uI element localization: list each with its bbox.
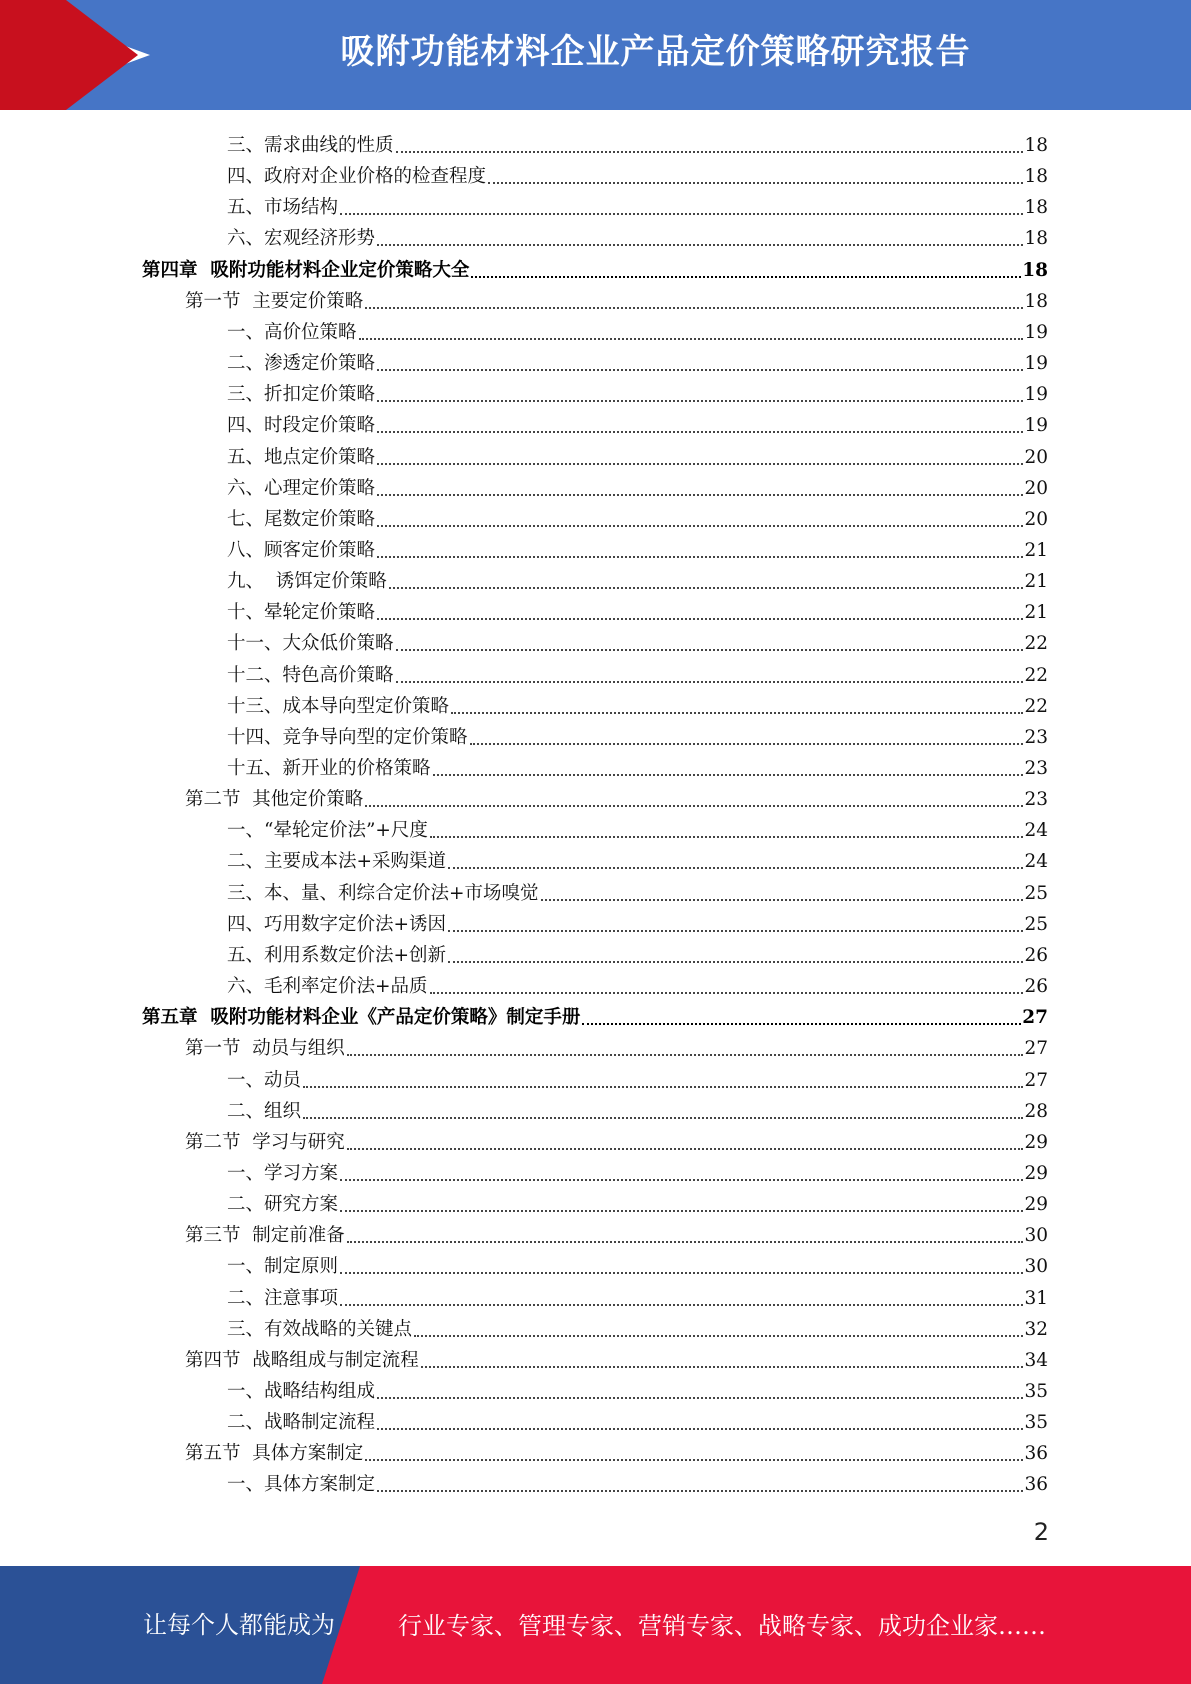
toc-entry-title: 第三节 制定前准备: [185, 1225, 345, 1247]
toc-item-entry[interactable]: [0, 502, 1048, 532]
toc-item-entry[interactable]: [0, 533, 1048, 563]
toc-dot-leader: [377, 368, 1023, 371]
toc-entry-title: 第五节 具体方案制定: [185, 1443, 364, 1465]
toc-entry-page: 35: [1024, 1381, 1048, 1402]
toc-entry-page: 30: [1024, 1256, 1048, 1278]
toc-item-entry[interactable]: [0, 1374, 1048, 1404]
page-number: 2: [1033, 1518, 1049, 1546]
toc-entry-page: 18: [1024, 290, 1048, 312]
toc-entry-page: 18: [1024, 166, 1048, 188]
header-red-arrow: [66, 0, 138, 110]
toc-item-entry[interactable]: [0, 315, 1048, 345]
toc-item-entry[interactable]: [0, 1063, 1048, 1093]
toc-entry-page: 28: [1024, 1100, 1048, 1122]
toc-dot-leader: [471, 275, 1021, 278]
toc-entry-title: 五、地点定价策略: [227, 446, 376, 468]
toc-entry-page: 35: [1024, 1412, 1048, 1434]
toc-item-entry[interactable]: [0, 1156, 1048, 1186]
toc-dot-leader: [377, 430, 1023, 433]
toc-entry-page: 21: [1024, 539, 1048, 561]
toc-entry-title: 第二节 学习与研究: [185, 1131, 345, 1153]
toc-entry-page: 19: [1024, 384, 1048, 406]
toc-item-entry[interactable]: [0, 1405, 1048, 1435]
toc-entry-title: 三、本、量、利综合定价法+市场嗅觉: [227, 882, 539, 904]
toc-entry-page: 26: [1024, 976, 1048, 998]
toc-dot-leader: [448, 960, 1023, 963]
toc-entry-title: 十、晕轮定价策略: [227, 602, 376, 624]
toc-entry-page: 29: [1024, 1162, 1048, 1184]
toc-entry-page: 29: [1024, 1194, 1048, 1216]
toc-item-entry[interactable]: [0, 751, 1048, 781]
toc-section-entry[interactable]: [0, 1436, 1048, 1466]
toc-entry-page: 27: [1024, 1038, 1048, 1060]
toc-entry-title: 二、组织: [227, 1100, 302, 1122]
toc-entry-page: 23: [1024, 758, 1048, 779]
toc-dot-leader: [470, 742, 1024, 745]
toc-entry-page: 24: [1024, 851, 1048, 873]
report-title: 吸附功能材料企业产品定价策略研究报告: [340, 32, 971, 72]
toc-item-entry[interactable]: [0, 440, 1048, 470]
toc-dot-leader: [377, 1489, 1023, 1492]
toc-dot-leader: [340, 212, 1023, 215]
toc-entry-page: 19: [1024, 415, 1048, 437]
toc-item-entry[interactable]: [0, 377, 1048, 407]
toc-entry-page: 32: [1024, 1318, 1048, 1340]
toc-entry-title: 六、心理定价策略: [227, 477, 376, 499]
toc-entry-title: 三、有效战略的关键点: [227, 1318, 413, 1340]
toc-entry-title: 第一节 主要定价策略: [185, 290, 364, 312]
toc-entry-title: 第四章 吸附功能材料企业定价策略大全: [142, 259, 470, 281]
toc-dot-leader: [448, 929, 1023, 932]
toc-dot-leader: [377, 555, 1023, 558]
toc-entry-page: 20: [1024, 446, 1048, 468]
toc-entry-page: 25: [1024, 882, 1048, 904]
toc-entry-page: 21: [1024, 571, 1048, 593]
toc-dot-leader: [377, 399, 1023, 402]
toc-entry-page: 26: [1024, 944, 1048, 966]
toc-entry-page: 22: [1024, 695, 1048, 717]
toc-entry-page: 23: [1024, 789, 1048, 811]
toc-item-entry[interactable]: [0, 221, 1048, 251]
toc-entry-title: 六、毛利率定价法+品质: [227, 976, 428, 998]
toc-item-entry[interactable]: [0, 1094, 1048, 1124]
toc-entry-title: 七、尾数定价策略: [227, 508, 376, 530]
toc-entry-page: 18: [1022, 259, 1048, 281]
toc-item-entry[interactable]: [0, 1312, 1048, 1342]
toc-entry-title: 一、学习方案: [227, 1162, 339, 1184]
toc-entry-page: 19: [1024, 353, 1048, 375]
toc-dot-leader: [377, 493, 1023, 496]
toc-item-entry[interactable]: [0, 346, 1048, 376]
toc-item-entry[interactable]: [0, 876, 1048, 906]
toc-dot-leader: [389, 586, 1024, 589]
toc-entry-page: 23: [1024, 726, 1048, 748]
toc-entry-title: 一、“晕轮定价法”+尺度: [227, 820, 428, 842]
toc-item-entry[interactable]: [0, 938, 1048, 968]
footer-slogan-left: 让每个人都能成为: [143, 1611, 335, 1639]
page-header: [0, 0, 1191, 110]
toc-item-entry[interactable]: [0, 969, 1048, 999]
toc-entry-title: 一、具体方案制定: [227, 1474, 376, 1496]
toc-entry-page: 27: [1024, 1069, 1048, 1091]
toc-entry-page: 36: [1024, 1443, 1048, 1465]
toc-entry-title: 一、高价位策略: [227, 321, 357, 343]
toc-dot-leader: [340, 1271, 1023, 1274]
toc-section-entry[interactable]: [0, 1031, 1048, 1061]
toc-entry-page: 19: [1024, 321, 1048, 343]
toc-entry-title: 第二节 其他定价策略: [185, 789, 364, 811]
toc-entry-page: 24: [1024, 820, 1048, 842]
toc-dot-leader: [365, 1458, 1023, 1461]
toc-dot-leader: [365, 804, 1023, 807]
toc-section-entry[interactable]: [0, 284, 1048, 314]
toc-entry-title: 五、市场结构: [227, 197, 339, 219]
toc-dot-leader: [340, 1209, 1023, 1212]
toc-item-entry[interactable]: [0, 408, 1048, 438]
toc-entry-page: 31: [1024, 1287, 1048, 1309]
toc-chapter-entry[interactable]: [0, 253, 1048, 283]
toc-section-entry[interactable]: [0, 782, 1048, 812]
toc-entry-title: 第一节 动员与组织: [185, 1038, 345, 1060]
toc-item-entry[interactable]: [0, 689, 1048, 719]
toc-entry-title: 十二、特色高价策略: [227, 664, 394, 686]
toc-dot-leader: [303, 1116, 1023, 1119]
toc-item-entry[interactable]: [0, 1249, 1048, 1279]
toc-entry-title: 第四节 战略组成与制定流程: [185, 1349, 419, 1371]
toc-dot-leader: [377, 462, 1023, 465]
toc-entry-page: 36: [1024, 1474, 1048, 1496]
toc-entry-title: 十四、竞争导向型的定价策略: [227, 726, 468, 748]
toc-section-entry[interactable]: [0, 1218, 1048, 1248]
toc-item-entry[interactable]: [0, 844, 1048, 874]
toc-entry-title: 二、渗透定价策略: [227, 353, 376, 375]
toc-entry-title: 二、研究方案: [227, 1194, 339, 1216]
toc-item-entry[interactable]: [0, 128, 1048, 158]
toc-dot-leader: [430, 991, 1024, 994]
toc-dot-leader: [377, 243, 1023, 246]
toc-dot-leader: [430, 835, 1024, 838]
toc-dot-leader: [541, 898, 1024, 901]
toc-entry-title: 十三、成本导向型定价策略: [227, 695, 450, 717]
toc-dot-leader: [451, 711, 1023, 714]
toc-entry-title: 八、顾客定价策略: [227, 539, 376, 561]
toc-dot-leader: [340, 1178, 1023, 1181]
toc-dot-leader: [340, 1303, 1023, 1306]
toc-entry-page: 21: [1024, 602, 1048, 624]
toc-entry-title: 二、主要成本法+采购渠道: [227, 851, 447, 873]
toc-entry-title: 一、动员: [227, 1069, 302, 1091]
toc-dot-leader: [396, 150, 1024, 153]
toc-entry-title: 三、折扣定价策略: [227, 384, 376, 406]
toc-dot-leader: [396, 648, 1024, 651]
toc-entry-page: 22: [1024, 664, 1048, 686]
toc-dot-leader: [396, 680, 1024, 683]
toc-item-entry[interactable]: [0, 626, 1048, 656]
toc-item-entry[interactable]: [0, 564, 1048, 594]
toc-entry-title: 四、政府对企业价格的检查程度: [227, 166, 487, 188]
toc-item-entry[interactable]: [0, 159, 1048, 189]
toc-entry-page: 27: [1022, 1007, 1048, 1029]
toc-dot-leader: [421, 1365, 1024, 1368]
toc-item-entry[interactable]: [0, 813, 1048, 843]
toc-entry-page: 18: [1024, 228, 1048, 250]
toc-dot-leader: [347, 1240, 1024, 1243]
toc-dot-leader: [433, 773, 1024, 776]
toc-item-entry[interactable]: [0, 1281, 1048, 1311]
toc-item-entry[interactable]: [0, 1187, 1048, 1217]
toc-entry-title: 五、利用系数定价法+创新: [227, 944, 447, 966]
toc-item-entry[interactable]: [0, 907, 1048, 937]
toc-entry-page: 20: [1024, 477, 1048, 499]
toc-entry-title: 二、战略制定流程: [227, 1412, 376, 1434]
toc-entry-title: 二、注意事项: [227, 1287, 339, 1309]
toc-entry-page: 30: [1024, 1225, 1048, 1247]
toc-entry-title: 一、战略结构组成: [227, 1381, 376, 1402]
toc-entry-page: 18: [1024, 135, 1048, 156]
toc-entry-title: 第五章 吸附功能材料企业《产品定价策略》制定手册: [142, 1007, 581, 1029]
toc-entry-title: 六、宏观经济形势: [227, 228, 376, 250]
toc-dot-leader: [377, 1427, 1023, 1430]
toc-entry-page: 18: [1024, 197, 1048, 219]
toc-item-entry[interactable]: [0, 720, 1048, 750]
toc-dot-leader: [347, 1053, 1024, 1056]
toc-entry-page: 34: [1024, 1349, 1048, 1371]
toc-dot-leader: [347, 1147, 1024, 1150]
toc-dot-leader: [377, 617, 1023, 620]
toc-entry-title: 十一、大众低价策略: [227, 633, 394, 655]
toc-entry-title: 四、巧用数字定价法+诱因: [227, 913, 447, 935]
toc-entry-page: 22: [1024, 633, 1048, 655]
toc-dot-leader: [377, 524, 1023, 527]
toc-dot-leader: [359, 337, 1024, 340]
toc-section-entry[interactable]: [0, 1125, 1048, 1155]
toc-chapter-entry[interactable]: [0, 1000, 1048, 1030]
toc-dot-leader: [582, 1022, 1021, 1025]
toc-dot-leader: [414, 1334, 1023, 1337]
toc-section-entry[interactable]: [0, 1343, 1048, 1373]
toc-item-entry[interactable]: [0, 595, 1048, 625]
toc-entry-title: 一、制定原则: [227, 1256, 339, 1278]
toc-item-entry[interactable]: [0, 190, 1048, 220]
toc-entry-title: 四、时段定价策略: [227, 415, 376, 437]
toc-entry-title: 九、 诱饵定价策略: [227, 571, 387, 593]
toc-dot-leader: [303, 1085, 1023, 1088]
toc-entry-page: 25: [1024, 913, 1048, 935]
toc-item-entry[interactable]: [0, 471, 1048, 501]
toc-entry-page: 29: [1024, 1131, 1048, 1153]
toc-entry-page: 20: [1024, 508, 1048, 530]
toc-dot-leader: [488, 181, 1023, 184]
header-red-block: [0, 0, 66, 110]
toc-dot-leader: [377, 1396, 1023, 1399]
footer-slogan-right: 行业专家、管理专家、营销专家、战略专家、成功企业家……: [398, 1612, 1046, 1640]
toc-dot-leader: [448, 866, 1023, 869]
toc-item-entry[interactable]: [0, 658, 1048, 688]
page-footer: [0, 1566, 1191, 1684]
toc-dot-leader: [365, 306, 1023, 309]
toc-entry-title: 十五、新开业的价格策略: [227, 758, 431, 779]
toc-entry-title: 三、需求曲线的性质: [227, 135, 394, 156]
toc-item-entry[interactable]: [0, 1467, 1048, 1497]
